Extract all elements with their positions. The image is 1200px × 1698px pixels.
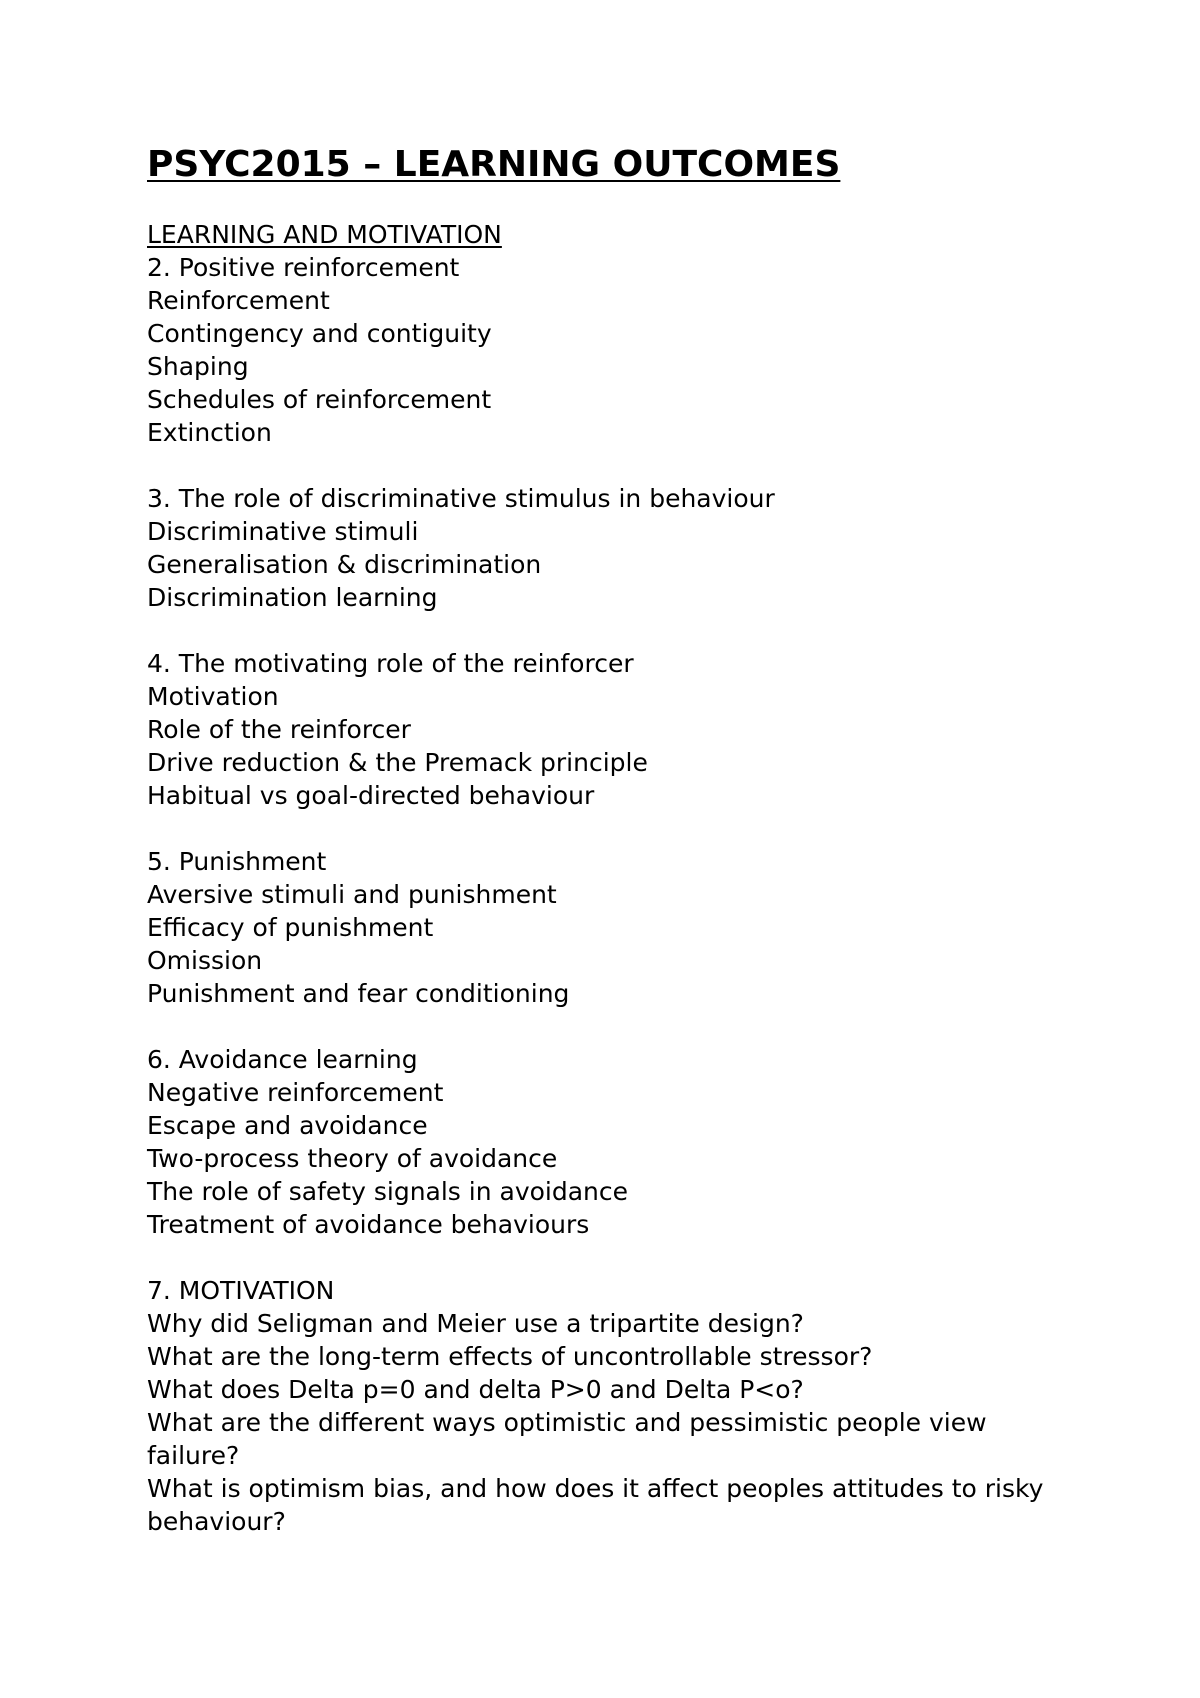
question-item: What are the long-term effects of uncontrollable stressor? xyxy=(147,1342,873,1371)
topic-item: Habitual vs goal-directed behaviour xyxy=(147,781,595,810)
topic-item: Role of the reinforcer xyxy=(147,715,411,744)
topic-item: Schedules of reinforcement xyxy=(147,385,492,414)
topic-item: Drive reduction & the Premack principle xyxy=(147,748,648,777)
topic-item: Motivation xyxy=(147,682,279,711)
section-heading-learning-and-motivation: LEARNING AND MOTIVATION xyxy=(147,220,502,249)
topic-item: Escape and avoidance xyxy=(147,1111,428,1140)
topic-item: Discriminative stimuli xyxy=(147,517,419,546)
topic-item: Shaping xyxy=(147,352,249,381)
topic-item: Reinforcement xyxy=(147,286,330,315)
topic-item: Aversive stimuli and punishment xyxy=(147,880,557,909)
topic-heading-discriminative-stimulus: 3. The role of discriminative stimulus in behaviour xyxy=(147,484,775,513)
spacer xyxy=(147,812,1077,845)
topic-item: Punishment and fear conditioning xyxy=(147,979,570,1008)
topic-item: Two-process theory of avoidance xyxy=(147,1144,558,1173)
document-page xyxy=(147,140,1077,1538)
topic-item: Omission xyxy=(147,946,263,975)
spacer xyxy=(147,449,1077,482)
spacer xyxy=(147,614,1077,647)
topic-item: The role of safety signals in avoidance xyxy=(147,1177,629,1206)
topic-item: Extinction xyxy=(147,418,272,447)
topic-item: Generalisation & discrimination xyxy=(147,550,542,579)
topic-item: Efficacy of punishment xyxy=(147,913,434,942)
question-item: Why did Seligman and Meier use a tripartite design? xyxy=(147,1309,804,1338)
topic-item: Contingency and contiguity xyxy=(147,319,492,348)
topic-item: Negative reinforcement xyxy=(147,1078,444,1107)
question-item: What are the different ways optimistic and pessimistic people view failure? xyxy=(147,1408,987,1470)
topic-item: Discrimination learning xyxy=(147,583,438,612)
spacer xyxy=(147,1010,1077,1043)
topic-heading-punishment: 5. Punishment xyxy=(147,847,327,876)
topic-heading-avoidance-learning: 6. Avoidance learning xyxy=(147,1045,418,1074)
topic-heading-motivating-role: 4. The motivating role of the reinforcer xyxy=(147,649,634,678)
question-item: What does Delta p=0 and delta P>0 and Delta P<o? xyxy=(147,1375,804,1404)
spacer xyxy=(147,1241,1077,1274)
document-title: PSYC2015 – LEARNING OUTCOMES xyxy=(147,144,841,185)
topic-item: Treatment of avoidance behaviours xyxy=(147,1210,590,1239)
topic-heading-motivation: 7. MOTIVATION xyxy=(147,1276,335,1305)
topic-heading-positive-reinforcement: 2. Positive reinforcement xyxy=(147,253,460,282)
question-item: What is optimism bias, and how does it affect peoples attitudes to risky behaviour? xyxy=(147,1474,1044,1536)
